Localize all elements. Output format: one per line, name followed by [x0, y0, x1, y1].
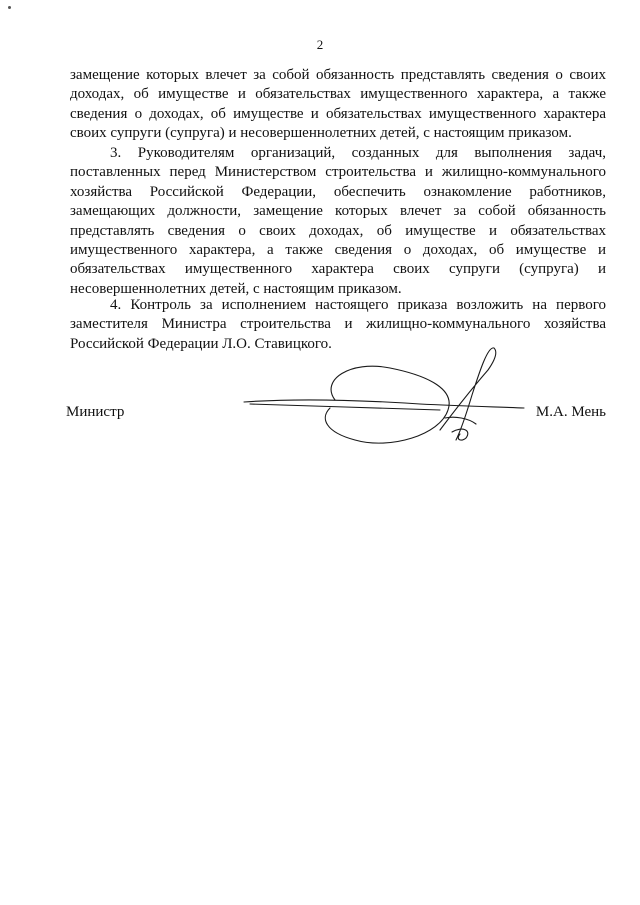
handwritten-signature [240, 340, 530, 450]
paragraph-text: 4. Контроль за исполнением настоящего приказа возложить на первого заместителя Министра строительства и жилищно-коммунального хозяйства Российской Федерации Л.О. Ставицкого. [70, 297, 606, 352]
signer-name: М.А. Мень [535, 404, 606, 420]
signature-row [66, 404, 606, 426]
scan-speck [8, 6, 11, 9]
paragraph-text: 3. Руководителям организаций, созданных для выполнения задач, поставленных перед Министерством строительства и жилищно-коммунального хозяйства Российской Федерации, обеспечить ознакомление работников, замещающих должности, замещение которых влечет за собой обязанность представлять сведения о своих доходах, об имуществе и обязательствах имущественного характера, а также сведения о доходах, об имуществе и обязательствах имущественного характера своих супруги (супруга) и несовершеннолетних детей, с настоящим приказом. [70, 145, 606, 297]
signer-position: Министр [66, 404, 125, 420]
paragraph-text: замещение которых влечет за собой обязанность представлять сведения о своих доходах, об имуществе и обязательствах имущественного характера, а также сведения о доходах, об имуществе и обязательствах имущественного характера своих супруги (супруга) и несовершеннолетних детей, с настоящим приказом. [70, 67, 606, 142]
paragraph-continuation [70, 66, 606, 144]
page-number: 2 [316, 37, 324, 52]
paragraph-item-3 [70, 144, 606, 299]
